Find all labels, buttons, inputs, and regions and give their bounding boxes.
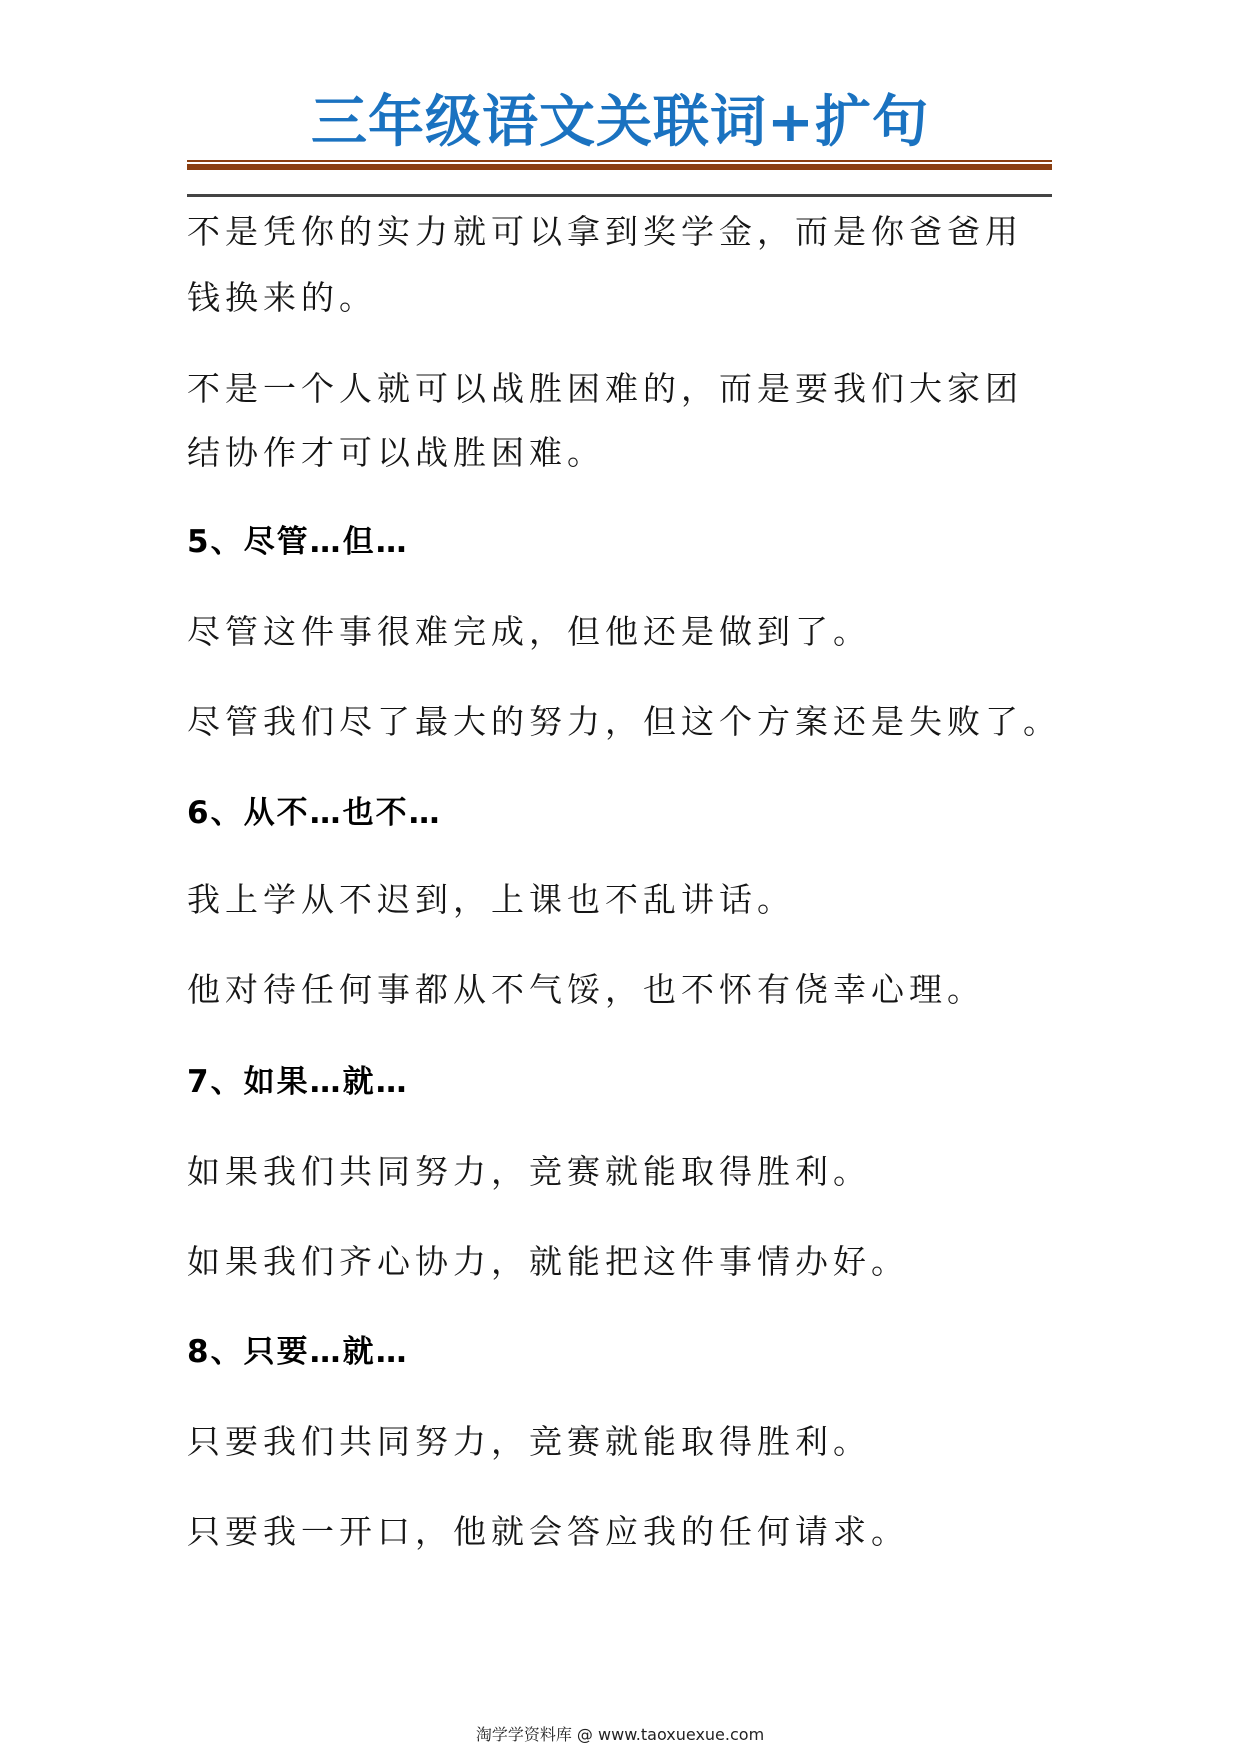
footer-watermark: 淘学学资料库 @ www.taoxuexue.com <box>475 1725 765 1744</box>
body-line: 尽管这件事很难完成，但他还是做到了。 <box>187 612 871 651</box>
body-line: 尽管我们尽了最大的努力，但这个方案还是失败了。 <box>187 702 1061 741</box>
content-divider <box>187 194 1052 197</box>
body-line: 不是凭你的实力就可以拿到奖学金，而是你爸爸用 <box>187 212 1023 251</box>
body-line: 只要我一开口，他就会答应我的任何请求。 <box>187 1512 909 1551</box>
body-line: 他对待任何事都从不气馁，也不怀有侥幸心理。 <box>187 970 985 1009</box>
body-line: 我上学从不迟到，上课也不乱讲话。 <box>187 880 795 919</box>
body-line: 结协作才可以战胜困难。 <box>187 433 605 472</box>
body-line: 如果我们齐心协力，就能把这件事情办好。 <box>187 1242 909 1281</box>
section-heading-5: 5、尽管…但… <box>187 524 409 560</box>
body-line: 不是一个人就可以战胜困难的，而是要我们大家团 <box>187 369 1023 408</box>
section-heading-7: 7、如果…就… <box>187 1064 409 1100</box>
body-line: 如果我们共同努力，竞赛就能取得胜利。 <box>187 1152 871 1191</box>
section-heading-6: 6、从不…也不… <box>187 795 442 831</box>
body-line: 只要我们共同努力，竞赛就能取得胜利。 <box>187 1422 871 1461</box>
body-line: 钱换来的。 <box>187 278 377 317</box>
title-rule-thin <box>187 160 1052 162</box>
title-rule-thick <box>187 164 1052 170</box>
page-title: 三年级语文关联词+扩句 <box>311 90 929 155</box>
section-heading-8: 8、只要…就… <box>187 1334 409 1370</box>
